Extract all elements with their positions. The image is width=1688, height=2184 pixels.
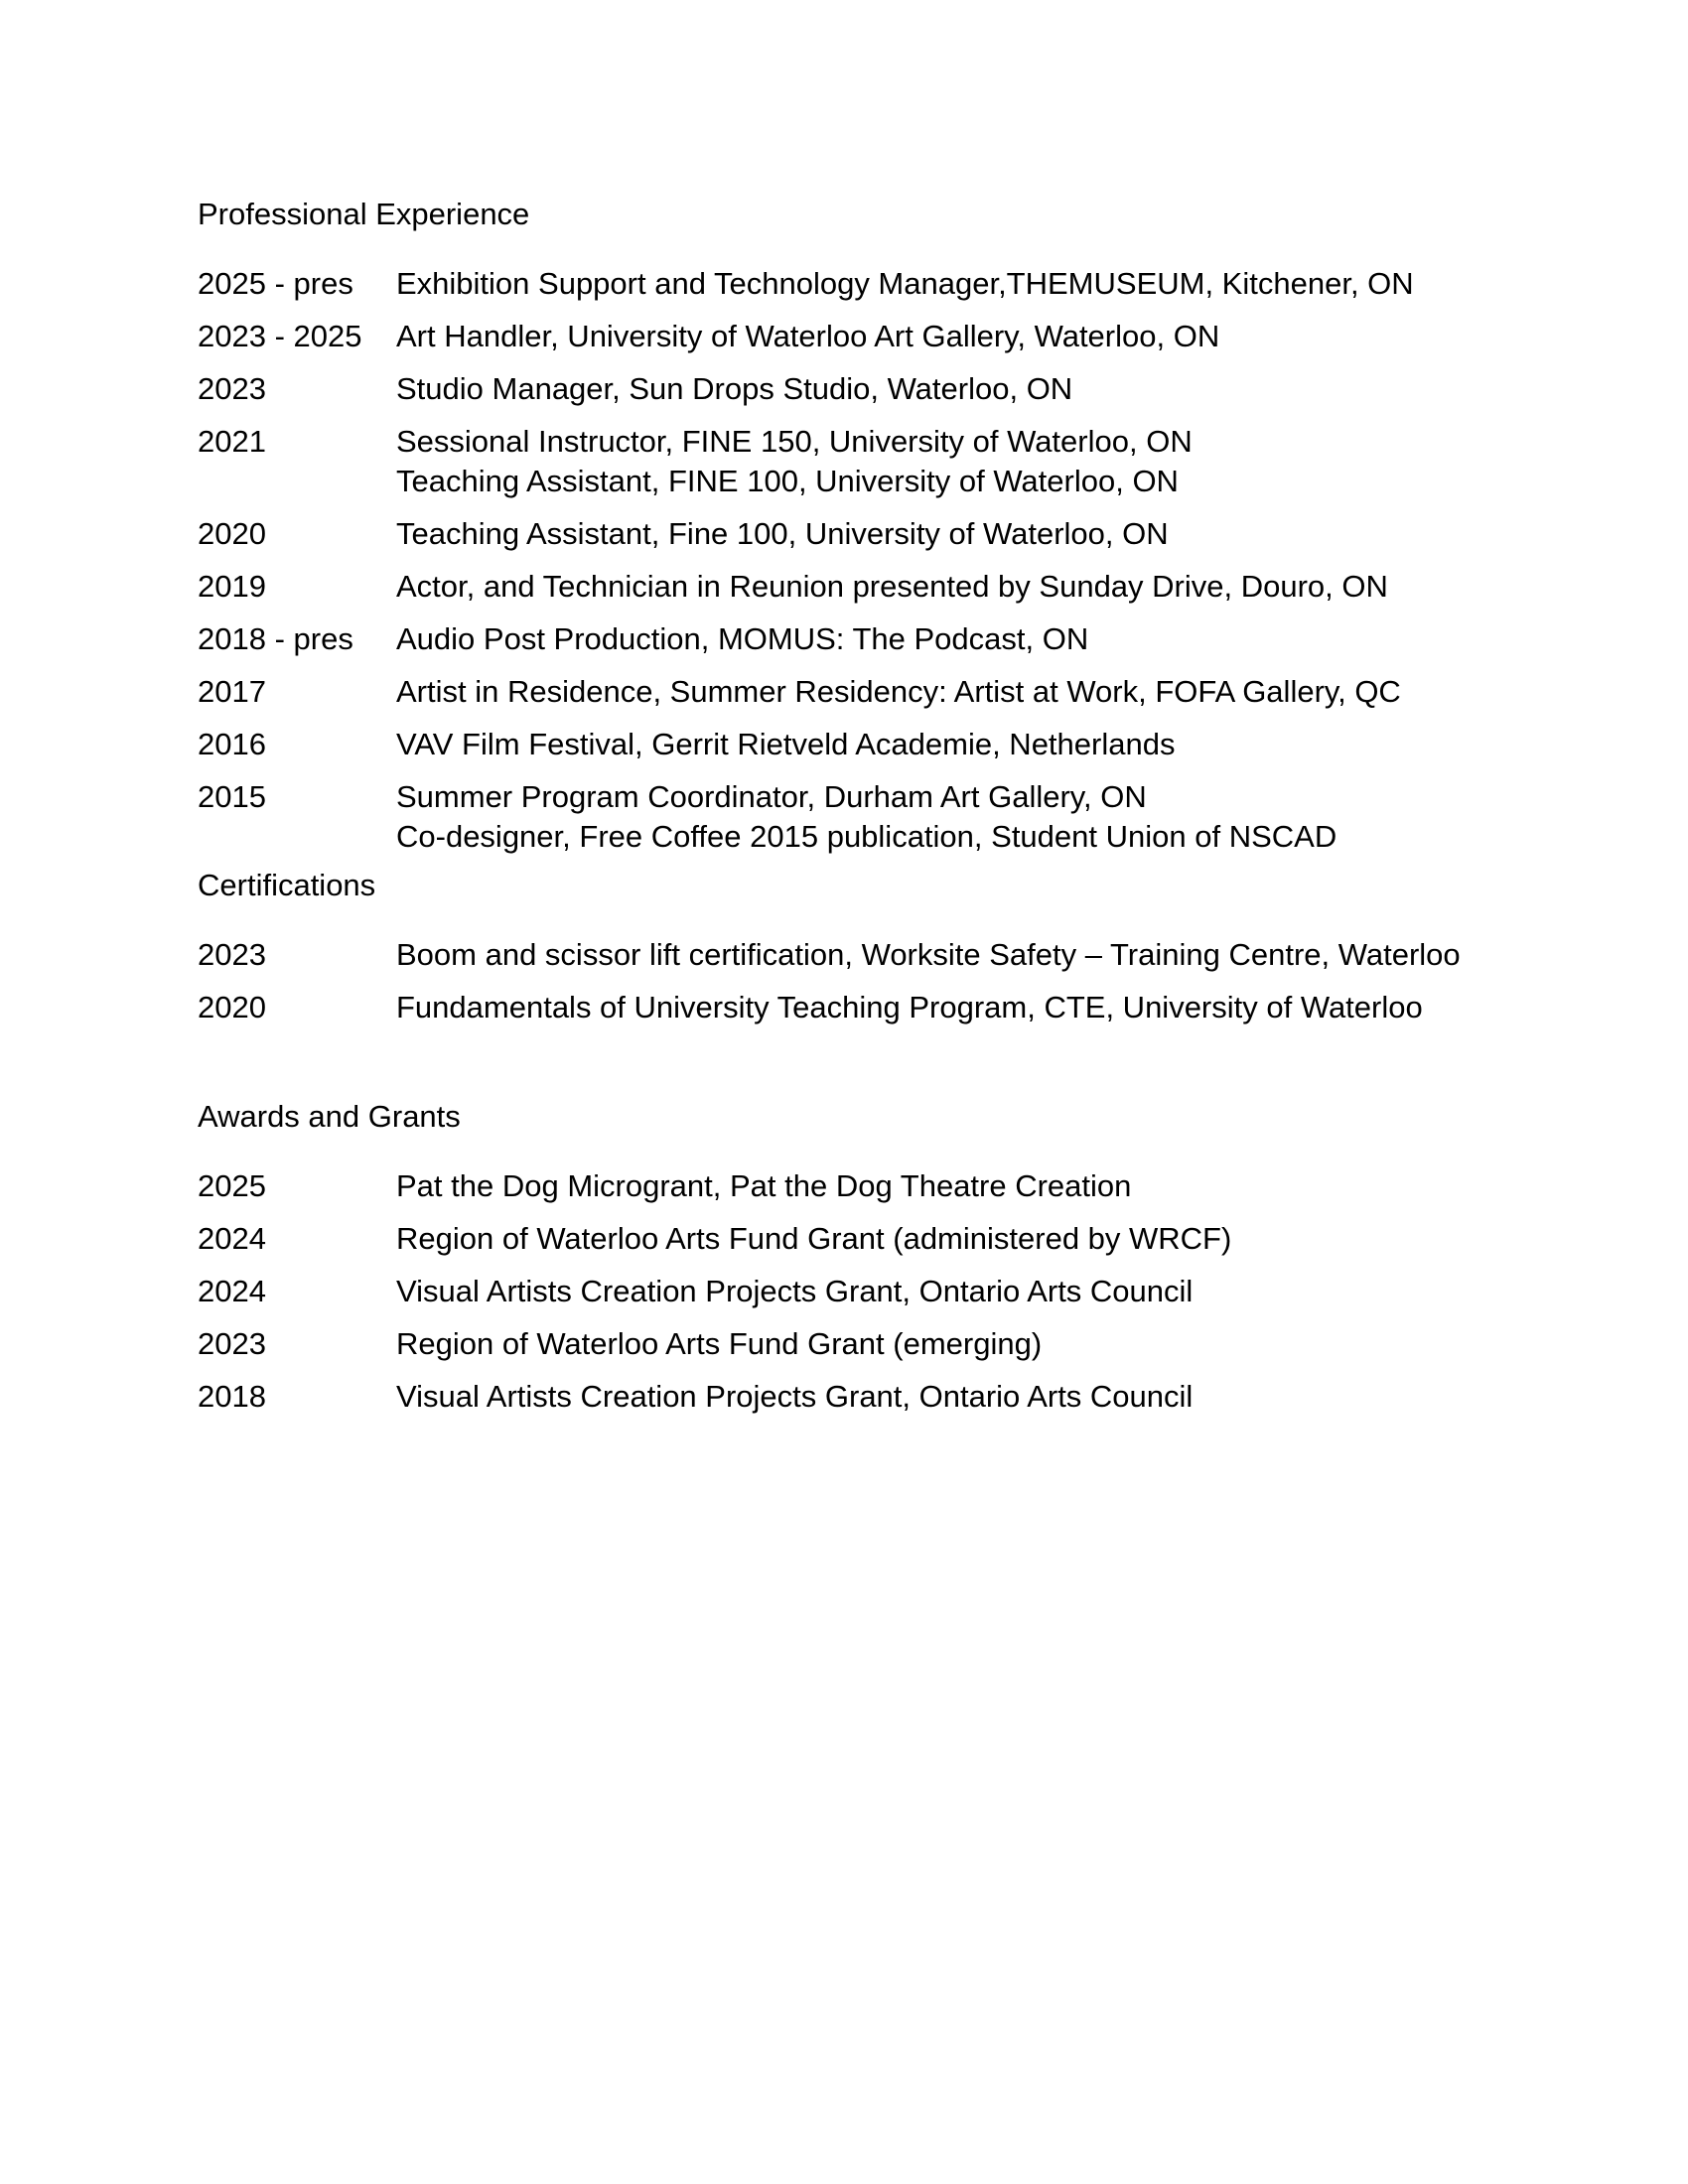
entry-description-line: Artist in Residence, Summer Residency: Artist at Work, FOFA Gallery, QC bbox=[396, 674, 1401, 709]
certifications-heading: Certifications bbox=[198, 868, 376, 902]
entry-description bbox=[396, 619, 1608, 659]
entry-year: 2018 bbox=[198, 1379, 266, 1414]
entry-row bbox=[198, 935, 1608, 975]
entry-row bbox=[198, 1219, 1608, 1259]
entry-year: 2025 - pres bbox=[198, 266, 353, 301]
entry-row bbox=[198, 672, 1608, 712]
entry-description-line: Visual Artists Creation Projects Grant, Ontario Arts Council bbox=[396, 1379, 1194, 1414]
entry-year: 2024 bbox=[198, 1221, 266, 1256]
entry-row bbox=[198, 619, 1608, 659]
awards-grants-list bbox=[198, 1166, 1608, 1430]
entry-description bbox=[396, 935, 1608, 975]
entry-description bbox=[396, 1272, 1608, 1311]
entry-row bbox=[198, 264, 1608, 304]
entry-row bbox=[198, 514, 1608, 554]
entry-year: 2023 bbox=[198, 1326, 266, 1361]
entry-description-line: Region of Waterloo Arts Fund Grant (emerging) bbox=[396, 1326, 1043, 1361]
entry-description bbox=[396, 1166, 1608, 1206]
entry-year: 2019 bbox=[198, 569, 266, 604]
entry-description bbox=[396, 672, 1608, 712]
entry-row bbox=[198, 567, 1608, 607]
entry-row bbox=[198, 317, 1608, 356]
entry-row bbox=[198, 1324, 1608, 1364]
entry-year: 2016 bbox=[198, 727, 266, 761]
entry-description bbox=[396, 567, 1608, 607]
entry-row bbox=[198, 988, 1608, 1027]
entry-row bbox=[198, 422, 1608, 501]
entry-description-line: VAV Film Festival, Gerrit Rietveld Academie, Netherlands bbox=[396, 727, 1176, 761]
entry-row bbox=[198, 1166, 1608, 1206]
entry-row bbox=[198, 1272, 1608, 1311]
professional-experience-heading: Professional Experience bbox=[198, 197, 530, 231]
entry-year: 2015 bbox=[198, 779, 266, 814]
entry-description bbox=[396, 777, 1608, 857]
entry-description-line: Fundamentals of University Teaching Program, CTE, University of Waterloo bbox=[396, 990, 1423, 1024]
entry-year: 2021 bbox=[198, 424, 266, 459]
entry-description-line: Teaching Assistant, FINE 100, University of Waterloo, ON bbox=[396, 464, 1179, 498]
entry-description bbox=[396, 1324, 1608, 1364]
entry-description-line: Region of Waterloo Arts Fund Grant (administered by WRCF) bbox=[396, 1221, 1232, 1256]
entry-description-line: Actor, and Technician in Reunion presented by Sunday Drive, Douro, ON bbox=[396, 569, 1388, 604]
professional-experience-list bbox=[198, 264, 1608, 870]
entry-year: 2020 bbox=[198, 516, 266, 551]
entry-description-line: Sessional Instructor, FINE 150, University of Waterloo, ON bbox=[396, 424, 1193, 459]
entry-row bbox=[198, 1377, 1608, 1417]
entry-description bbox=[396, 725, 1608, 764]
entry-year: 2023 - 2025 bbox=[198, 319, 362, 353]
entry-description bbox=[396, 988, 1608, 1027]
entry-year: 2023 bbox=[198, 937, 266, 972]
entry-description-line: Co-designer, Free Coffee 2015 publication, Student Union of NSCAD bbox=[396, 819, 1337, 854]
entry-year: 2024 bbox=[198, 1274, 266, 1308]
certifications-list bbox=[198, 935, 1608, 1040]
entry-description-line: Visual Artists Creation Projects Grant, Ontario Arts Council bbox=[396, 1274, 1194, 1308]
entry-description-line: Boom and scissor lift certification, Worksite Safety – Training Centre, Waterloo bbox=[396, 937, 1461, 972]
entry-description bbox=[396, 369, 1608, 409]
awards-grants-heading: Awards and Grants bbox=[198, 1099, 461, 1134]
entry-description bbox=[396, 317, 1608, 356]
entry-year: 2023 bbox=[198, 371, 266, 406]
entry-year: 2025 bbox=[198, 1168, 266, 1203]
entry-description-line: Exhibition Support and Technology Manager,THEMUSEUM, Kitchener, ON bbox=[396, 266, 1414, 301]
entry-description bbox=[396, 264, 1608, 304]
entry-description-line: Audio Post Production, MOMUS: The Podcast, ON bbox=[396, 621, 1089, 656]
entry-description-line: Studio Manager, Sun Drops Studio, Waterloo, ON bbox=[396, 371, 1073, 406]
entry-description-line: Pat the Dog Microgrant, Pat the Dog Theatre Creation bbox=[396, 1168, 1132, 1203]
entry-year: 2017 bbox=[198, 674, 266, 709]
entry-description bbox=[396, 514, 1608, 554]
entry-year: 2020 bbox=[198, 990, 266, 1024]
entry-description-line: Summer Program Coordinator, Durham Art Gallery, ON bbox=[396, 779, 1147, 814]
entry-description-line: Art Handler, University of Waterloo Art Gallery, Waterloo, ON bbox=[396, 319, 1220, 353]
entry-row bbox=[198, 725, 1608, 764]
entry-row bbox=[198, 369, 1608, 409]
entry-row bbox=[198, 777, 1608, 857]
entry-description-line: Teaching Assistant, Fine 100, University of Waterloo, ON bbox=[396, 516, 1169, 551]
entry-description bbox=[396, 1377, 1608, 1417]
entry-description bbox=[396, 422, 1608, 501]
entry-description bbox=[396, 1219, 1608, 1259]
entry-year: 2018 - pres bbox=[198, 621, 353, 656]
